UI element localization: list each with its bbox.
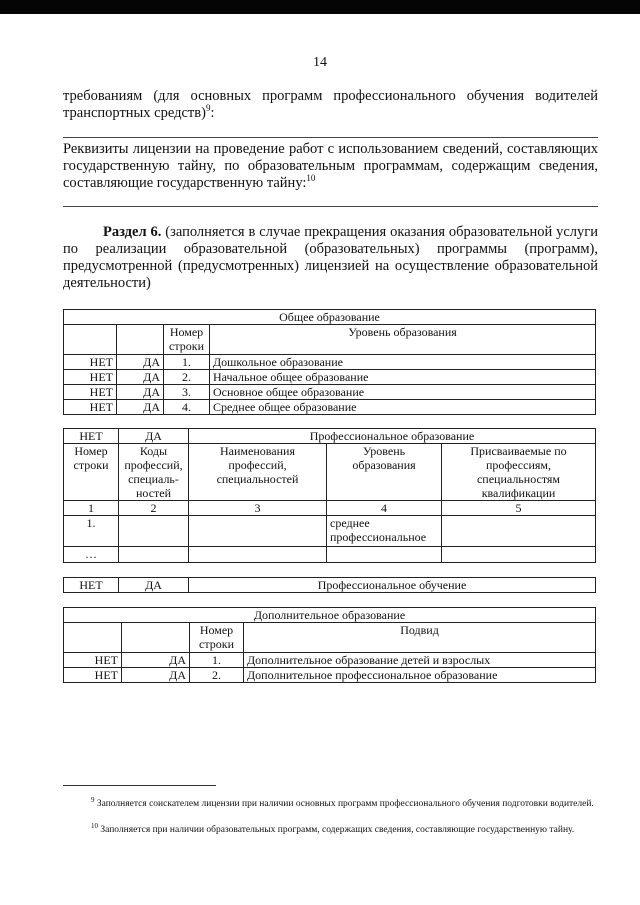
row-name: Среднее общее образование	[210, 400, 596, 415]
no-checkbox[interactable]: НЕТ	[64, 578, 119, 593]
footnote-mark: 10	[91, 822, 98, 830]
row-number: 1.	[64, 516, 119, 547]
table-cell[interactable]	[327, 547, 442, 563]
table-row	[64, 653, 596, 668]
col-number: 5	[442, 501, 596, 516]
col-header: Наименования профессий, специальностей	[189, 444, 327, 501]
yes-checkbox[interactable]: ДА	[117, 400, 164, 415]
professional-training-table	[63, 577, 596, 593]
col-number-header: Номер строки	[190, 623, 244, 653]
table-cell[interactable]	[119, 547, 189, 563]
col-level-header: Уровень образования	[210, 325, 596, 355]
license-text: Реквизиты лицензии на проведение работ с использованием сведений, составляющих государственную тайну, по образовательным программам, содержащим сведения, составляющие государственную тайну:	[63, 141, 598, 191]
no-checkbox[interactable]: НЕТ	[64, 653, 122, 668]
yes-checkbox[interactable]: ДА	[119, 429, 189, 444]
table-cell[interactable]	[189, 516, 327, 547]
col-number: 1	[64, 501, 119, 516]
general-education-title: Общее образование	[64, 310, 596, 325]
yes-checkbox[interactable]: ДА	[117, 370, 164, 385]
row-name: Основное общее образование	[210, 385, 596, 400]
professional-education-table	[63, 428, 596, 563]
additional-education-table	[63, 607, 596, 683]
row-number: …	[64, 547, 119, 563]
yes-checkbox[interactable]: ДА	[117, 355, 164, 370]
page-number: 14	[313, 55, 327, 70]
row-name: Начальное общее образование	[210, 370, 596, 385]
table-row	[64, 355, 596, 370]
professional-education-title: Профессиональное образование	[189, 429, 596, 444]
row-number: 1.	[164, 355, 210, 370]
intro-tail: :	[210, 105, 215, 121]
yes-checkbox[interactable]: ДА	[122, 653, 190, 668]
row-level: среднее профессиональное	[327, 516, 442, 547]
col-subtype-header: Подвид	[244, 623, 596, 653]
col-header: Коды профессий, специаль-ностей	[119, 444, 189, 501]
row-number: 2.	[164, 370, 210, 385]
section-6-paragraph	[63, 224, 598, 292]
divider	[63, 206, 598, 207]
table-row	[64, 547, 596, 563]
yes-checkbox[interactable]: ДА	[117, 385, 164, 400]
no-checkbox[interactable]: НЕТ	[64, 370, 117, 385]
table-row	[64, 370, 596, 385]
footnote-text: Заполняется соискателем лицензии при наличии основных программ профессионального обучения подготовки водителей.	[96, 799, 594, 810]
col-header: Уровень образования	[327, 444, 442, 501]
no-checkbox[interactable]: НЕТ	[64, 668, 122, 683]
additional-education-title: Дополнительное образование	[64, 608, 596, 623]
table-row	[64, 516, 596, 547]
footnote-divider	[63, 785, 216, 786]
no-checkbox[interactable]: НЕТ	[64, 355, 117, 370]
table-cell[interactable]	[119, 516, 189, 547]
divider	[63, 137, 598, 138]
col-header: Номер строки	[64, 444, 119, 501]
section-title: Раздел 6.	[103, 224, 162, 240]
col-number-header: Номер строки	[164, 325, 210, 355]
col-number: 4	[327, 501, 442, 516]
footnote-ref-9: 9	[205, 103, 211, 114]
table-row	[64, 668, 596, 683]
table-cell[interactable]	[189, 547, 327, 563]
row-name: Дополнительное образование детей и взрослых	[244, 653, 596, 668]
row-name: Дополнительное профессиональное образование	[244, 668, 596, 683]
intro-paragraph	[63, 88, 598, 122]
row-number: 1.	[190, 653, 244, 668]
footnote-mark: 9	[91, 796, 95, 804]
no-checkbox[interactable]: НЕТ	[64, 400, 117, 415]
no-checkbox[interactable]: НЕТ	[64, 385, 117, 400]
scan-top-border	[0, 0, 640, 14]
col-number: 3	[189, 501, 327, 516]
section-text: (заполняется в случае прекращения оказания образовательной услуги по реализации образовательной (образовательных) программы (программ), предусмотренной (предусмотренных) лицензией на осуществление образовательной деятельности)	[63, 224, 598, 291]
col-number: 2	[119, 501, 189, 516]
footnote-ref-10: 10	[306, 173, 316, 184]
footnote-text: Заполняется при наличии образовательных программ, содержащих сведения, составляющие государственную тайну.	[100, 825, 575, 836]
table-cell[interactable]	[442, 547, 596, 563]
footnote-10	[63, 820, 598, 837]
row-number: 2.	[190, 668, 244, 683]
footnote-9	[63, 794, 598, 811]
row-number: 4.	[164, 400, 210, 415]
professional-training-title: Профессиональное обучение	[189, 578, 596, 593]
intro-text: требованиям (для основных программ профессионального обучения водителей транспортных средств)	[63, 88, 598, 121]
yes-checkbox[interactable]: ДА	[122, 668, 190, 683]
table-row	[64, 400, 596, 415]
general-education-table	[63, 309, 596, 415]
row-name: Дошкольное образование	[210, 355, 596, 370]
col-header: Присваиваемые по профессиям, специальностям квалификации	[442, 444, 596, 501]
yes-checkbox[interactable]: ДА	[119, 578, 189, 593]
no-checkbox[interactable]: НЕТ	[64, 429, 119, 444]
table-cell[interactable]	[442, 516, 596, 547]
table-row	[64, 385, 596, 400]
license-paragraph	[63, 141, 598, 192]
row-number: 3.	[164, 385, 210, 400]
